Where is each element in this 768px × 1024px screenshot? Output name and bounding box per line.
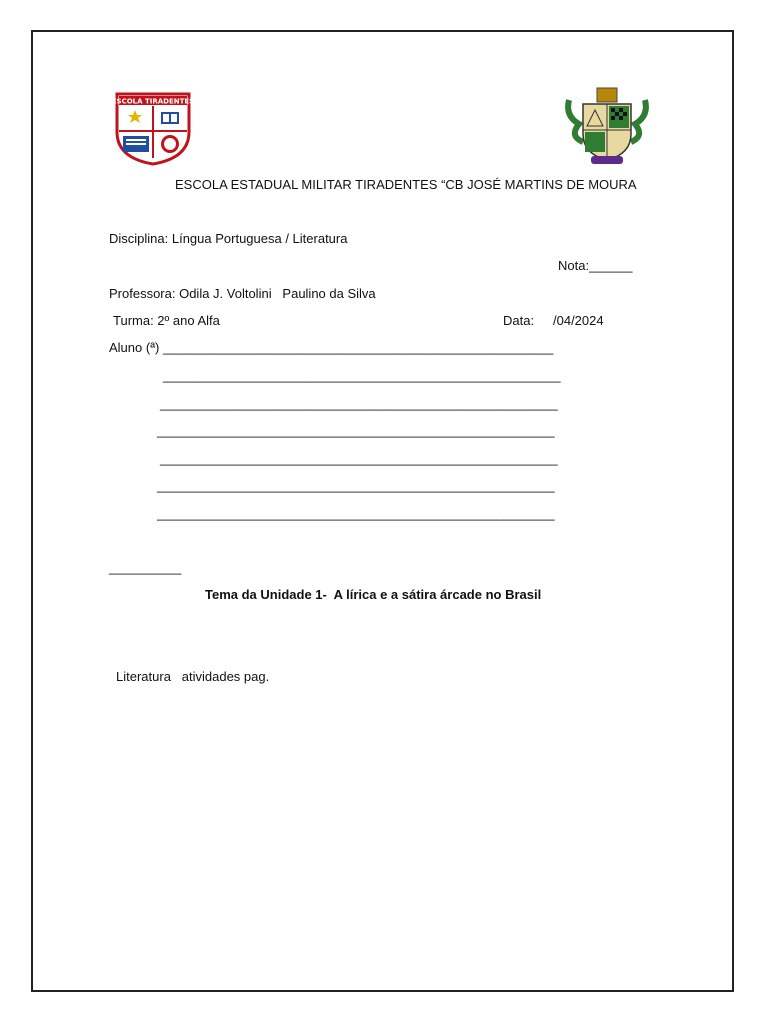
escola-tiradentes-logo xyxy=(115,92,191,166)
aluno-field: Aluno (ª) ______________________________________________________ xyxy=(109,340,554,355)
unit-theme-title: Tema da Unidade 1- A lírica e a sátira árcade no Brasil xyxy=(205,587,542,602)
blank-line: _______________________________________________________ xyxy=(160,451,558,466)
nota-field: Nota:______ xyxy=(558,258,633,273)
escola-tiradentes-shield-icon xyxy=(115,92,191,166)
school-name: ESCOLA ESTADUAL MILITAR TIRADENTES “CB JOSÉ MARTINS DE MOURA xyxy=(175,177,637,192)
turma-label: Turma: 2º ano Alfa xyxy=(113,313,220,328)
disciplina-label: Disciplina: Língua Portuguesa / Literatura xyxy=(109,231,348,246)
blank-line: _______________________________________________________ xyxy=(157,506,555,521)
literatura-activities: Literatura atividades pag. xyxy=(116,669,270,684)
blank-line: _______________________________________________________ xyxy=(160,396,558,411)
short-line: __________ xyxy=(109,560,182,575)
professora-label: Professora: Odila J. Voltolini Paulino da Silva xyxy=(109,286,376,301)
blank-line: _______________________________________________________ xyxy=(157,478,555,493)
crest-icon xyxy=(565,86,649,166)
data-value: /04/2024 xyxy=(553,313,604,328)
svg-text:ESCOLA TIRADENTES: ESCOLA TIRADENTES xyxy=(115,97,191,106)
blank-line: _______________________________________________________ xyxy=(163,368,561,383)
data-label: Data: xyxy=(503,313,535,328)
crest-logo xyxy=(565,86,649,166)
blank-line: _______________________________________________________ xyxy=(157,423,555,438)
